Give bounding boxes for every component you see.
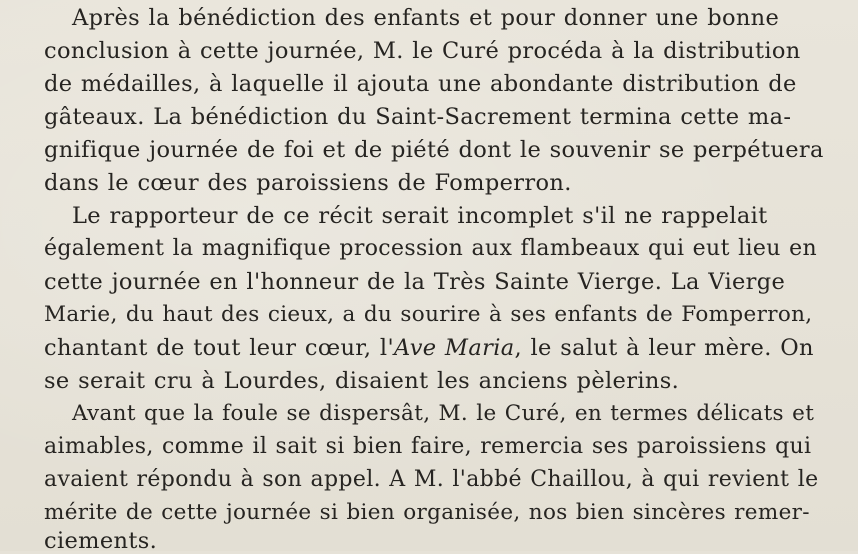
- text-line: [44, 337, 814, 360]
- text-line: gnifique journée de foi et de piété dont le souvenir se perpétuera: [44, 137, 824, 163]
- text-line: se serait cru à Lourdes, disaient les anciens pèlerins.: [44, 368, 680, 394]
- text-line: mérite de cette journée si bien organisée, nos bien sincères remer-: [44, 500, 810, 525]
- text-line: également la magnifique procession aux flambeaux qui eut lieu en: [44, 236, 817, 261]
- text-line: de médailles, à laquelle il ajouta une abondante distribution de: [44, 71, 797, 97]
- text-line: Avant que la foule se dispersât, M. le Curé, en termes délicats et: [72, 401, 815, 426]
- text-line: Après la bénédiction des enfants et pour donner une bonne: [72, 5, 780, 31]
- text-line: Marie, du haut des cieux, a du sourire à ses enfants de Fomperron,: [44, 302, 813, 327]
- text-line: conclusion à cette journée, M. le Curé procéda à la distribution: [44, 38, 801, 64]
- italic-text: Ave Maria: [394, 335, 515, 361]
- text-line: avaient répondu à son appel. A M. l'abbé Chaillou, à qui revient le: [44, 467, 819, 492]
- text-line: Le rapporteur de ce récit serait incomplet s'il ne rappelait: [72, 203, 768, 229]
- text-segment: , le salut à leur mère. On: [514, 335, 814, 361]
- text-line: gâteaux. La bénédiction du Saint-Sacrement termina cette ma-: [44, 104, 792, 130]
- text-line: dans le cœur des paroissiens de Fomperron.: [44, 170, 572, 196]
- text-segment: chantant de tout leur cœur, l': [44, 335, 395, 361]
- text-line: cette journée en l'honneur de la Très Sainte Vierge. La Vierge: [44, 269, 786, 295]
- text-line: aimables, comme il sait si bien faire, remercia ses paroissiens qui: [44, 434, 812, 459]
- text-line: ciements.: [44, 528, 158, 554]
